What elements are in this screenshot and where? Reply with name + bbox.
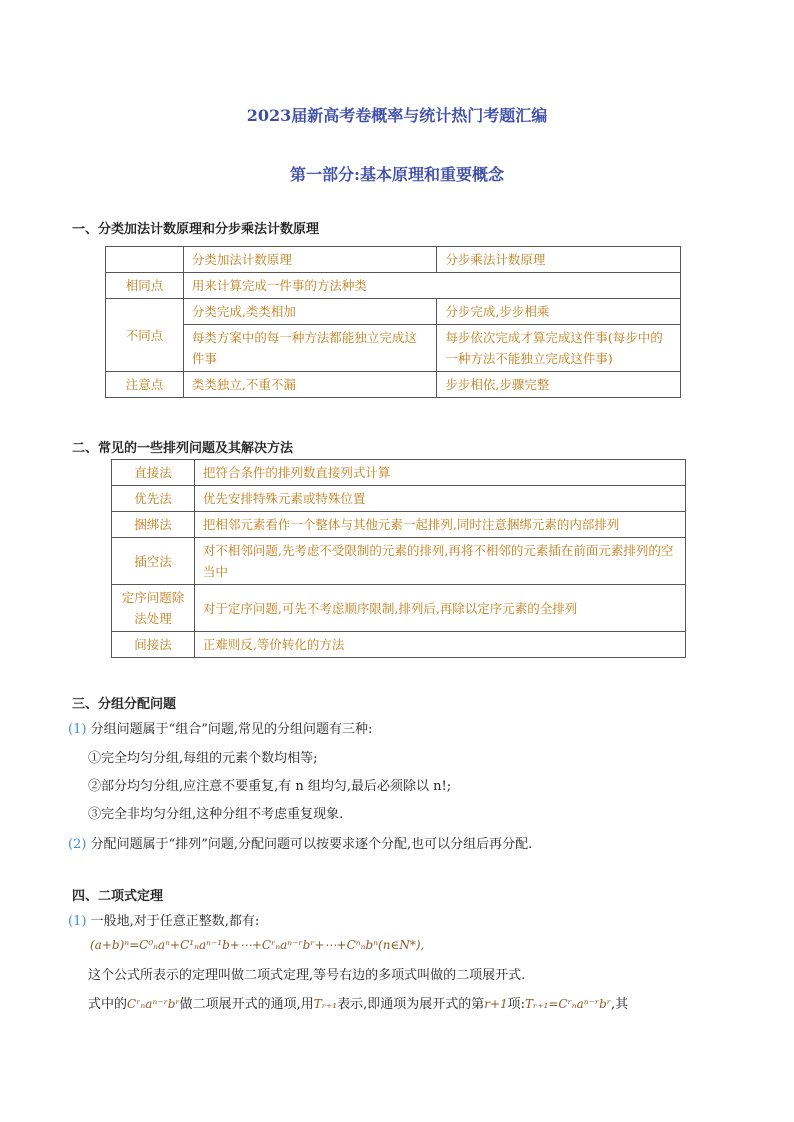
document-title: 2023届新高考卷概率与统计热门考题汇编 <box>246 106 548 125</box>
paragraph <box>68 910 259 929</box>
method-name: 定序问题除法处理 <box>112 585 195 632</box>
list-item: ③完全非均匀分组,这种分组不考虑重复现象. <box>88 807 344 822</box>
paragraph <box>68 718 372 737</box>
table-row <box>106 372 681 398</box>
row-label-note: 注意点 <box>106 372 184 398</box>
paragraph <box>88 993 628 1012</box>
table-row <box>112 632 686 658</box>
paragraph-text: 这个公式所表示的定理叫做二项式定理,等号右边的多项式叫做的二项展开式. <box>88 968 526 983</box>
table-header-cell: 分类加法计数原理 <box>183 247 437 273</box>
table-row <box>106 273 681 299</box>
list-item: ②部分均匀分组,应注意不要重复,有 n 组均匀,最后必须除以 n!; <box>88 779 452 794</box>
section-2-heading: 二、常见的一些排列问题及其解决方法 <box>72 441 294 456</box>
table-row <box>112 460 686 486</box>
method-desc: 把相邻元素看作一个整体与其他元素一起排列,同时注意捆绑元素的内部排列 <box>194 512 685 538</box>
same-point-text: 用来计算完成一件事的方法种类 <box>183 273 680 299</box>
table-cell: 每步依次完成才算完成这件事(每步中的一种方法不能独立完成这件事) <box>437 325 681 372</box>
text: 式中的 <box>88 997 128 1012</box>
table-cell: 分步完成,步步相乘 <box>437 299 681 325</box>
binomial-formula: (a+b)ⁿ=C⁰ₙaⁿ+C¹ₙaⁿ⁻¹b+⋯+Cʳₙaⁿ⁻ʳbʳ+⋯+Cⁿₙbⁿ(n∈N*), <box>90 938 425 952</box>
math-term: Tᵣ₊₁ <box>313 997 338 1011</box>
text: 做二项展开式的通项,用 <box>179 997 314 1012</box>
row-label-same: 相同点 <box>106 273 184 299</box>
row-label-diff: 不同点 <box>106 299 184 372</box>
method-name: 插空法 <box>112 538 195 585</box>
method-desc: 对不相邻问题,先考虑不受限制的元素的排列,再将不相邻的元素插在前面元素排列的空当中 <box>194 538 685 585</box>
math-term: Tᵣ₊₁=Cʳₙaⁿ⁻ʳbʳ <box>525 997 611 1011</box>
method-name: 捆绑法 <box>112 512 195 538</box>
item-number: (2) <box>68 837 87 852</box>
method-desc: 对于定序问题,可先不考虑顺序限制,排列后,再除以定序元素的全排列 <box>194 585 685 632</box>
table-cell <box>106 247 184 273</box>
item-number: (1) <box>68 914 87 929</box>
section-4-heading: 四、二项式定理 <box>72 889 164 904</box>
section-3-heading: 三、分组分配问题 <box>72 697 177 712</box>
text: 表示,即通项为展开式的第 <box>337 997 485 1012</box>
table-row <box>112 512 686 538</box>
paragraph-text: 分组问题属于“组合”问题,常见的分组问题有三种: <box>90 722 373 737</box>
counting-principles-table <box>105 246 681 398</box>
method-name: 直接法 <box>112 460 195 486</box>
table-row <box>106 247 681 273</box>
list-item: ①完全均匀分组,每组的元素个数均相等; <box>88 751 318 766</box>
text: ,其 <box>610 997 629 1012</box>
text: 项: <box>507 997 526 1012</box>
table-row <box>112 538 686 585</box>
table-cell: 类类独立,不重不漏 <box>183 372 437 398</box>
math-term: r+1 <box>484 997 508 1011</box>
item-number: (1) <box>68 722 87 737</box>
method-name: 优先法 <box>112 486 195 512</box>
table-cell: 分类完成,类类相加 <box>183 299 437 325</box>
method-name: 间接法 <box>112 632 195 658</box>
table-row <box>106 325 681 372</box>
paragraph-text: 分配问题属于“排列”问题,分配问题可以按要求逐个分配,也可以分组后再分配. <box>90 837 533 852</box>
table-header-cell: 分步乘法计数原理 <box>437 247 681 273</box>
method-desc: 把符合条件的排列数直接列式计算 <box>194 460 685 486</box>
table-cell: 每类方案中的每一种方法都能独立完成这件事 <box>183 325 437 372</box>
paragraph <box>68 833 532 852</box>
table-row <box>106 299 681 325</box>
permutation-methods-table <box>111 459 686 658</box>
document-subtitle: 第一部分:基本原理和重要概念 <box>290 165 504 184</box>
table-cell: 步步相依,步骤完整 <box>437 372 681 398</box>
method-desc: 优先安排特殊元素或特殊位置 <box>194 486 685 512</box>
math-term: Cʳₙaⁿ⁻ʳbʳ <box>127 997 180 1011</box>
paragraph-text: 一般地,对于任意正整数,都有: <box>90 914 260 929</box>
table-row <box>112 486 686 512</box>
section-1-heading: 一、分类加法计数原理和分步乘法计数原理 <box>72 222 320 237</box>
method-desc: 正难则反,等价转化的方法 <box>194 632 685 658</box>
table-row <box>112 585 686 632</box>
